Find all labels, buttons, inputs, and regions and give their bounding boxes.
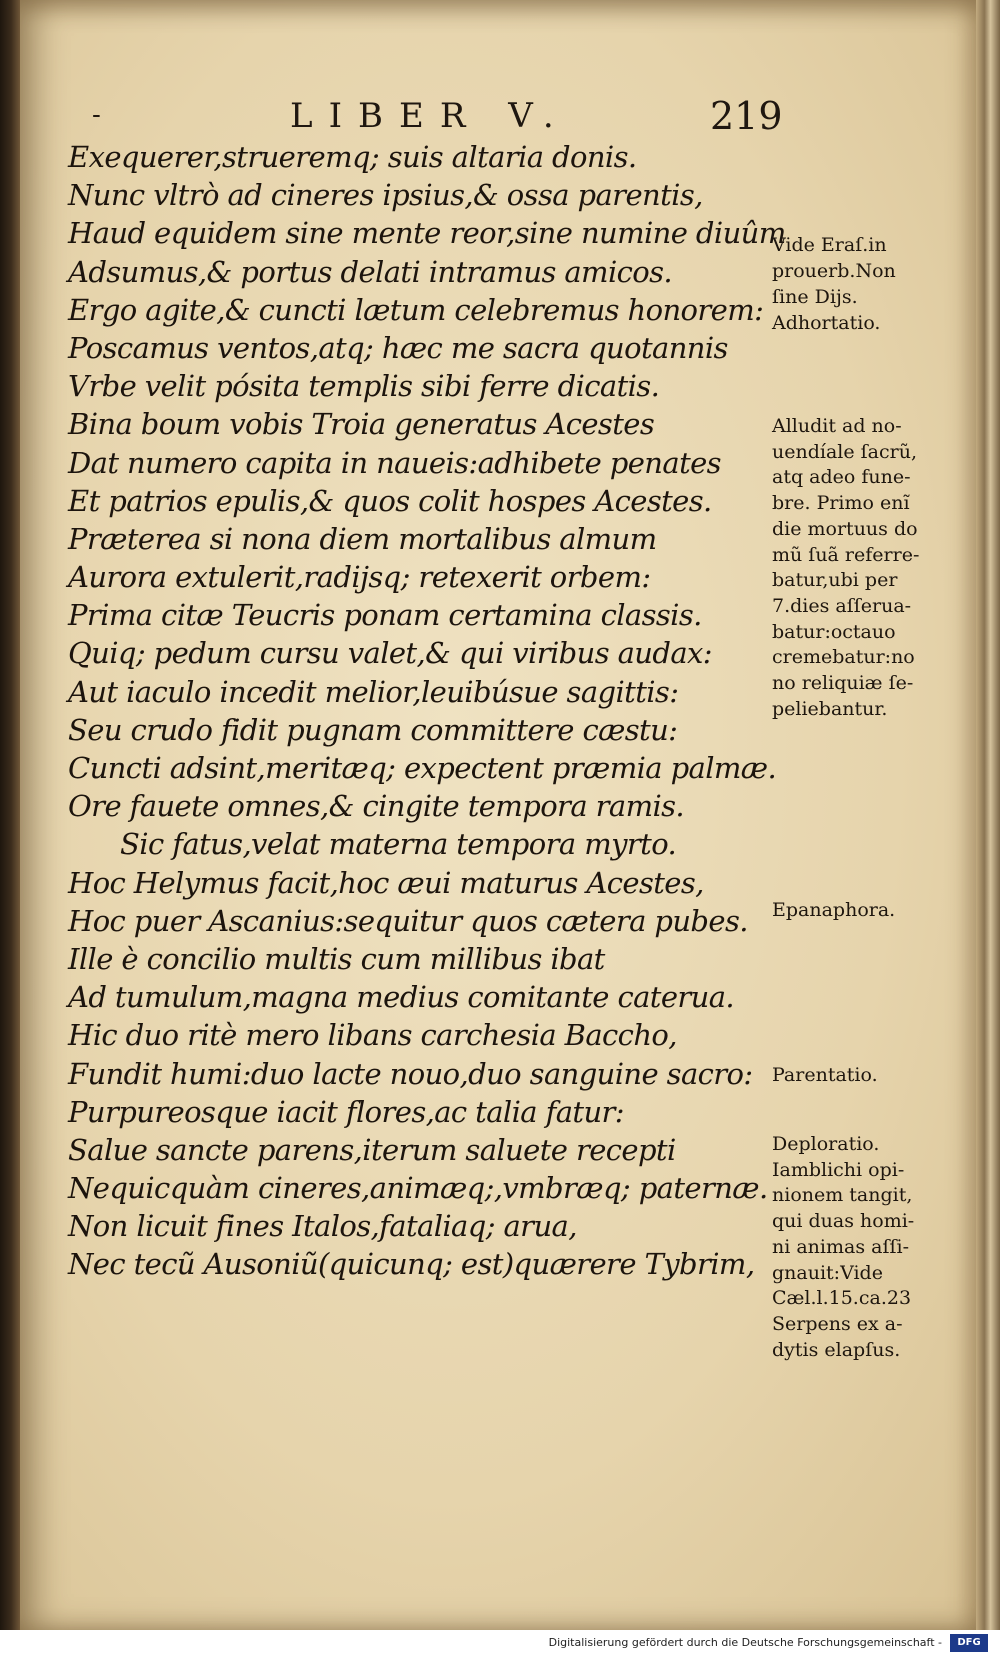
- note-line: Serpens ex a-: [772, 1312, 903, 1335]
- note-line: nionem tangit,: [772, 1184, 913, 1207]
- note-line: gnauit:Vide: [772, 1261, 883, 1284]
- verse-line: Purpureosque iacit flores,ac talia fatur:: [68, 1094, 624, 1129]
- verse-text: [68, 138, 786, 1284]
- verse-line: Ore fauete omnes,& cingite tempora ramis.: [68, 789, 685, 824]
- verse-line: Ad tumulum,magna medius comitante caterua.: [68, 980, 735, 1015]
- page-number: 219: [710, 94, 783, 138]
- verse-line: Vrbe velit pósita templis sibi ferre dicatis.: [68, 369, 660, 404]
- verse-line: Bina boum vobis Troia generatus Acestes: [68, 407, 655, 442]
- note-line: bre. Primo enĩ: [772, 492, 910, 515]
- note-line: Adhortatio.: [772, 312, 881, 334]
- verse-line: Haud equidem sine mente reor,sine numine diuûm: [68, 216, 786, 251]
- verse-line: Seu crudo fidit pugnam committere cæstu:: [68, 712, 678, 747]
- verse-line: Nunc vltrò ad cineres ipsius,& ossa parentis,: [68, 178, 703, 213]
- verse-line: Præterea si nona diem mortalibus almum: [68, 521, 657, 556]
- book-page: [20, 0, 976, 1630]
- verse-line: Sic fatus,velat materna tempora myrto.: [120, 827, 677, 862]
- note-line: die mortuus do: [772, 517, 918, 540]
- verse-line: Dat numero capita in naueis:adhibete penates: [68, 445, 721, 480]
- note-line: cremebatur:no: [772, 646, 915, 669]
- note-line: batur:octauo: [772, 620, 896, 643]
- verse-line: Aurora extulerit,radijsq; retexerit orbem:: [68, 560, 651, 595]
- note-line: Parentatio.: [772, 1064, 878, 1086]
- note-line: Vide Eraſ.in: [772, 234, 887, 256]
- verse-line: Salue sancte parens,iterum saluete recepti: [68, 1132, 676, 1167]
- note-line: 7.dies aſſerua-: [772, 594, 912, 617]
- verse-line: Nequicquàm cineres,animæq;,vmbræq; paternæ.: [68, 1171, 768, 1206]
- note-line: ni animas aſſi-: [772, 1235, 910, 1258]
- verse-line: Ille è concilio multis cum millibus ibat: [68, 941, 605, 976]
- note-line: no reliquiæ ſe-: [772, 672, 914, 695]
- verse-line: Hoc puer Ascanius:sequitur quos cætera pubes.: [68, 903, 748, 938]
- verse-line: Hic duo ritè mero libans carchesia Baccho,: [68, 1018, 677, 1053]
- book-title: LIBER V.: [290, 96, 570, 136]
- note-line: qui duas homi-: [772, 1210, 915, 1233]
- note-line: Epanaphora.: [772, 899, 896, 921]
- note-line: batur,ubi per: [772, 569, 898, 592]
- verse-line: Poscamus ventos,atq; hæc me sacra quotannis: [68, 330, 728, 365]
- note-line: ſine Dijs.: [772, 286, 858, 308]
- note-line: prouerb.Non: [772, 260, 896, 282]
- verse-line: Adsumus,& portus delati intramus amicos.: [68, 254, 673, 289]
- dfg-logo-icon: DFG: [950, 1634, 988, 1652]
- marginal-note-deploratio: [772, 1132, 982, 1363]
- verse-line: Et patrios epulis,& quos colit hospes Acestes.: [68, 483, 712, 518]
- verse-line: Quiq; pedum cursu valet,& qui viribus audax:: [68, 636, 712, 671]
- note-line: dytis elapſus.: [772, 1338, 901, 1361]
- marginal-note-parentatio: [772, 1062, 982, 1088]
- marginal-note-alludit: [772, 414, 982, 722]
- verse-line: Cuncti adsint,meritæq; expectent præmia palmæ.: [68, 751, 777, 785]
- marginal-note-adhortatio: [772, 310, 982, 336]
- note-line: Deploratio.: [772, 1133, 880, 1155]
- funding-credit: Digitalisierung gefördert durch die Deutsche Forschungsgemeinschaft -: [548, 1636, 942, 1649]
- verse-line: Aut iaculo incedit melior,leuibúsue sagittis:: [68, 674, 679, 709]
- book-gutter-edge: [0, 0, 20, 1659]
- verse-line: Prima citæ Teucris ponam certamina classis.: [68, 598, 702, 633]
- verse-line: Exequerer,strueremq; suis altaria donis.: [68, 140, 637, 174]
- verse-line: Hoc Helymus facit,hoc æui maturus Acestes,: [68, 865, 704, 900]
- running-head-mark: -: [92, 100, 101, 130]
- digitization-footer: [0, 1630, 1000, 1659]
- verse-line: Nec tecũ Ausoniũ(quicunq; est)quærere Tybrim,: [68, 1247, 755, 1282]
- note-line: Alludit ad no-: [772, 415, 902, 437]
- note-line: atq adeo fune-: [772, 466, 911, 489]
- verse-line: Fundit humi:duo lacte nouo,duo sanguine sacro:: [68, 1056, 753, 1091]
- verse-line: Non licuit fines Italos,fataliaq; arua,: [68, 1209, 577, 1244]
- marginal-note-epanaphora: [772, 897, 982, 923]
- marginal-note-erasmus: [772, 232, 982, 310]
- note-line: Iamblichi opi-: [772, 1158, 905, 1181]
- note-line: peliebantur.: [772, 697, 888, 720]
- running-head: [92, 94, 820, 140]
- note-line: uendíale ſacrũ,: [772, 440, 918, 463]
- verse-line: Ergo agite,& cuncti lætum celebremus honorem:: [68, 292, 764, 327]
- note-line: Cæl.l.15.ca.23: [772, 1287, 912, 1310]
- note-line: mũ ſuã referre-: [772, 543, 920, 566]
